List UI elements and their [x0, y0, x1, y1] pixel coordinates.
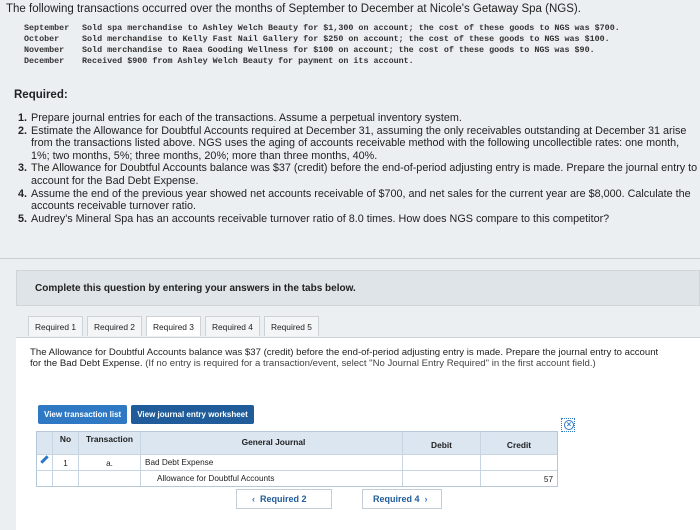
answer-panel [16, 337, 700, 530]
requirement-item [18, 125, 698, 163]
debit-field[interactable] [403, 471, 481, 486]
entry-number: 1 [53, 455, 79, 470]
entry-transaction [79, 471, 141, 486]
header-transaction: Transaction [79, 432, 141, 454]
debit-field[interactable] [403, 455, 481, 470]
header-no: No [53, 432, 79, 454]
tab-required-1[interactable]: Required 1 [28, 316, 83, 336]
credit-field[interactable]: 57 [543, 475, 553, 484]
clear-entries-button[interactable] [561, 418, 575, 432]
next-label: Required 4 [373, 494, 420, 504]
account-field[interactable]: Bad Debt Expense [141, 455, 403, 470]
required-heading: Required: [14, 89, 68, 101]
requirement-number: 2. [18, 124, 28, 137]
table-row [37, 454, 557, 470]
requirement-number: 5. [18, 212, 28, 225]
transaction-row [24, 23, 700, 34]
tab-required-3[interactable]: Required 3 [146, 316, 201, 336]
credit-field[interactable] [481, 455, 557, 470]
table-row [37, 470, 557, 486]
requirement-text: Assume the end of the previous year showed net accounts receivable of $700, and net sales for the current year are $8,000. Calculate the accounts receivable turnover ratio. [31, 187, 691, 213]
transaction-text: Sold spa merchandise to Ashley Welch Beauty for $1,300 on account; the cost of these goods to NGS was $700. [82, 23, 620, 33]
instruction-note: (If no entry is required for a transaction/event, select "No Journal Entry Required" in the first account field.) [145, 357, 596, 369]
chevron-left-icon: ‹ [252, 494, 255, 504]
problem-intro: The following transactions occurred over the months of September to December at Nicole's Getaway Spa (NGS). [6, 3, 581, 15]
transaction-text: Sold merchandise to Raea Gooding Wellness for $100 on account; the cost of these goods to NGS was $90. [82, 45, 595, 55]
edit-column-cell [37, 471, 53, 486]
transaction-row [24, 45, 700, 56]
requirement-item [18, 112, 698, 125]
edit-row-button[interactable] [37, 455, 53, 470]
view-journal-worksheet-button[interactable]: View journal entry worksheet [131, 405, 254, 424]
section-divider [0, 258, 700, 259]
header-debit: Debit [403, 432, 481, 454]
transaction-text: Received $900 from Ashley Welch Beauty for payment on its account. [82, 56, 414, 66]
requirement-number: 4. [18, 187, 28, 200]
pencil-icon [40, 455, 48, 463]
header-credit: Credit [506, 440, 532, 450]
account-field[interactable]: Allowance for Doubtful Accounts [141, 471, 403, 486]
tab-required-5[interactable]: Required 5 [264, 316, 319, 336]
tab-required-2[interactable]: Required 2 [87, 316, 142, 336]
transaction-month: November [24, 45, 65, 55]
journal-header-row [37, 432, 557, 454]
edit-column-header [37, 432, 53, 454]
requirement-text: Prepare journal entries for each of the transactions. Assume a perpetual inventory system. [31, 112, 462, 124]
transaction-row [24, 34, 700, 45]
requirements-list [18, 112, 698, 225]
tab-required-4[interactable]: Required 4 [205, 316, 260, 336]
requirement-number: 1. [18, 112, 28, 124]
complete-prompt: Complete this question by entering your answers in the tabs below. [16, 270, 700, 306]
instruction-text [30, 348, 670, 369]
instruction-main: The Allowance for Doubtful Accounts balance was $37 (credit) before the end-of-period adjusting entry is made. Prepare the journal entry to account for the Bad Debt Expense. [30, 347, 659, 369]
entry-transaction: a. [79, 455, 141, 470]
requirement-item [18, 162, 698, 187]
worksheet-buttons [38, 405, 258, 424]
chevron-right-icon: › [424, 494, 428, 504]
next-required-button[interactable] [362, 489, 442, 509]
transaction-month: September [24, 23, 70, 33]
prev-required-button[interactable] [236, 489, 332, 509]
journal-table [36, 431, 558, 487]
requirement-item [18, 213, 698, 226]
transaction-row [24, 56, 700, 67]
transaction-month: October [24, 34, 60, 44]
requirement-tabs [28, 316, 323, 338]
requirement-number: 3. [18, 162, 28, 175]
view-transaction-list-button[interactable]: View transaction list [38, 405, 127, 424]
header-general-journal: General Journal [141, 432, 403, 454]
entry-number [53, 471, 79, 486]
requirement-text: Audrey's Mineral Spa has an accounts receivable turnover ratio of 8.0 times. How does NGS compare to this competitor? [31, 212, 610, 225]
requirement-text: Estimate the Allowance for Doubtful Accounts required at December 31, assuming the only receivables outstanding at December 31 arise from the transactions listed above. NGS uses the aging of accounts receivable method with the following uncollectible rates: one month, 1%; two months, 5%; three months, 20%; more than three months, 40%. [31, 124, 687, 162]
requirement-item [18, 188, 698, 213]
transaction-list [24, 23, 700, 67]
requirement-text: The Allowance for Doubtful Accounts balance was $37 (credit) before the end-of-period adjusting entry is made. Prepare the journal entry to account for the Bad Debt Expense. [31, 162, 698, 187]
transaction-month: December [24, 56, 65, 66]
prev-label: Required 2 [260, 494, 307, 504]
close-icon: × [564, 420, 574, 430]
transaction-text: Sold merchandise to Kelly Fast Nail Gallery for $250 on account; the cost of these goods to NGS was $100. [82, 34, 610, 44]
